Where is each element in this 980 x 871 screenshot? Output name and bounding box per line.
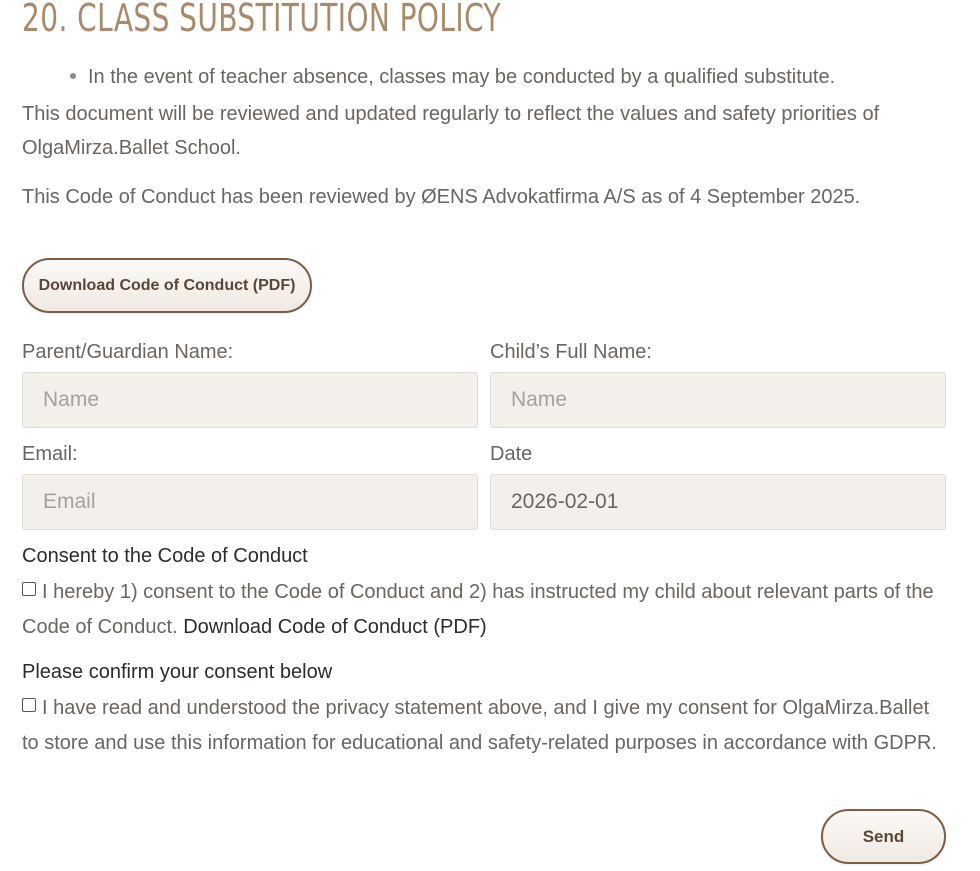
consent-privacy-checkbox[interactable]: [22, 698, 36, 712]
email-input[interactable]: [22, 474, 478, 530]
consent-code-download-link[interactable]: Download Code of Conduct (PDF): [183, 616, 487, 638]
send-button[interactable]: Send: [821, 809, 946, 864]
consent-privacy-text: I have read and understood the privacy statement above, and I give my consent for OlgaMirza.Ballet to store and use this information for educational and safety-related purposes in accordance with GDPR.: [22, 697, 937, 754]
consent-code-text: I hereby 1) consent to the Code of Conduct and 2) has instructed my child about relevant parts of the Code of Conduct.: [22, 581, 934, 638]
substitution-bullet: [70, 66, 835, 89]
review-note: This document will be reviewed and updated regularly to reflect the values and safety priorities of OlgaMirza.Ballet School.: [22, 103, 880, 159]
email-label: Email:: [22, 443, 78, 465]
child-name-label: Child’s Full Name:: [490, 341, 652, 363]
section-heading: 20. CLASS SUBSTITUTION POLICY: [22, 0, 502, 40]
bullet-dot-icon: [70, 73, 76, 79]
consent-privacy-title: Please confirm your consent below: [22, 661, 333, 683]
download-code-of-conduct-button[interactable]: Download Code of Conduct (PDF): [22, 258, 312, 313]
parent-name-input[interactable]: [22, 372, 478, 428]
consent-code-statement: [22, 575, 946, 645]
consent-code-checkbox[interactable]: [22, 582, 36, 596]
child-name-input[interactable]: [490, 372, 946, 428]
legal-review-note: This Code of Conduct has been reviewed by ØENS Advokatfirma A/S as of 4 September 2025.: [22, 186, 861, 208]
consent-privacy-statement: [22, 691, 946, 761]
parent-name-label: Parent/Guardian Name:: [22, 341, 234, 363]
consent-code-title: Consent to the Code of Conduct: [22, 545, 308, 567]
date-input[interactable]: [490, 474, 946, 530]
bullet-text: In the event of teacher absence, classes may be conducted by a qualified substitute.: [88, 66, 836, 88]
date-label: Date: [490, 443, 533, 465]
